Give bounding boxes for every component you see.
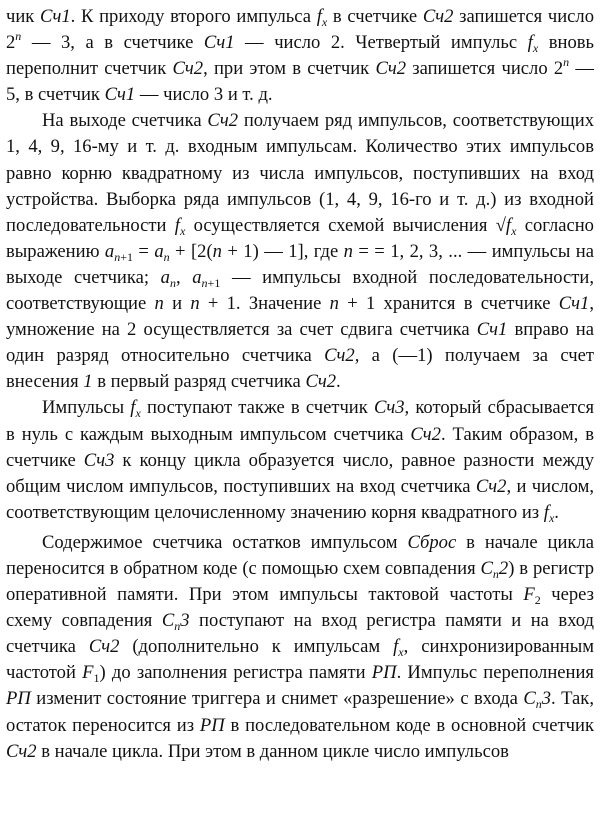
paragraph-1: чик Сч1. К приходу второго импульса $f_x$ в счетчике Сч2 запишется число 2$^n$ — 3, а в счетчике Сч1 — число 2. Четвертый импульс $f_x$ вновь переполнит счетчик Сч2, при этом в счетчик Сч2 запишется число 2$^n$ — 5, в счетчик Сч1 — число 3 и т. д.	[6, 6, 594, 106]
paragraph-3: Импульсы $f_x$ поступают также в счетчик Сч3, который сбрасывается в нуль с каждым выходным импульсом счетчика Сч2. Таким образом, в счетчике Сч3 к концу цикла образуется число, равное разности между общим числом импульсов, поступивших на вход счетчика Сч2, и числом, соответствующим целочисленному значению корня квадратного из $f_x$.	[6, 397, 594, 525]
paragraph-4: Содержимое счетчика остатков импульсом Сброс в начале цикла переносится в обратном коде (с помощью схем совпадения $С_п2$) в регистр оперативной памяти. При этом импульсы тактовой частоты $F_2$ через схему совпадения $С_п3$ поступают на вход регистра памяти и на вход счетчика Сч2 (дополнительно к импульсам $f_x$, синхронизированным частотой $F_1$) до заполнения регистра памяти РП. Импульс переполнения РП изменит состояние триггера и снимет «разрешение» с входа $С_п3$. Так, остаток переносится из РП в последовательном коде в основной счетчик Сч2 в начале цикла. При этом в данном цикле число импульсов	[6, 531, 595, 762]
paragraph-2: На выходе счетчика Сч2 получаем ряд импульсов, соответствующих 1, 4, 9, 16-му и т. д. входным импульсам. Количество этих импульсов равно корню квадратному из числа импульсов, поступивших на вход устройства. Выборка ряда импульсов (1, 4, 9, 16-го и т. д.) из входной последовательности $f_x$ осуществляется схемой вычисления $√f_x$ согласно выражению $a_{n+1} = a_n + [2(n + 1)$ — 1], где n = = 1, 2, 3, ... — импульсы на выходе счетчика; $a_n$, $a_{n+1}$ — импульсы входной последовательности, соответствующие n и n + 1. Значение n + 1 хранится в счетчике Сч1, умножение на 2 осуществляется за счет сдвига счетчика Сч1 вправо на один разряд относительно счетчика Сч2, а (—1) получаем за счет внесения 1 в первый разряд счетчика Сч2.	[6, 110, 595, 393]
